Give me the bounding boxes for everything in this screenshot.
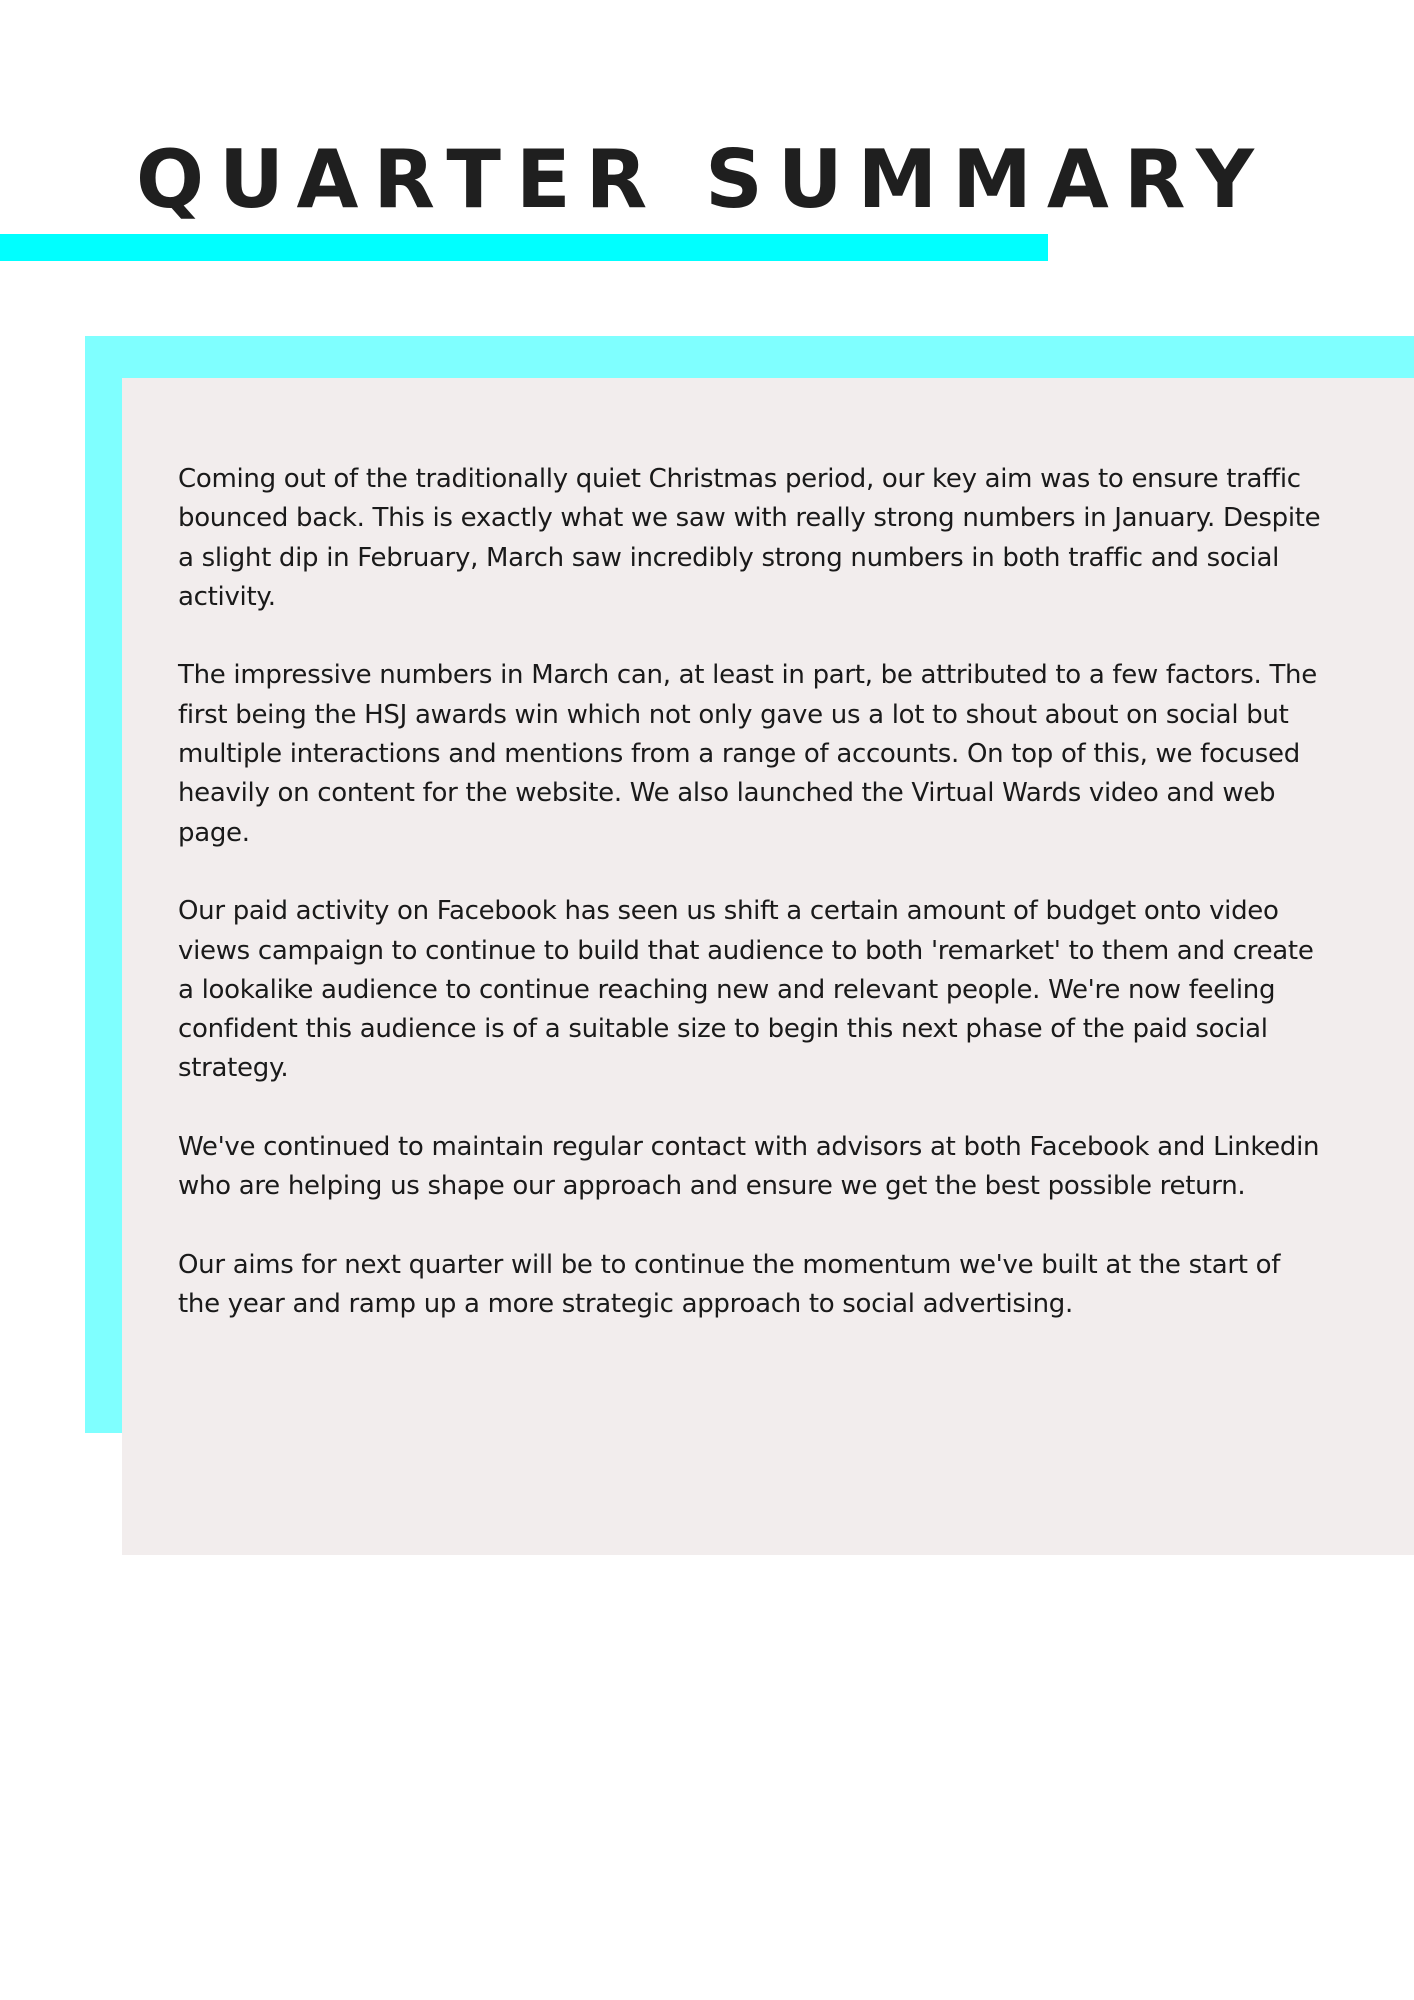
summary-paragraph-3: Our paid activity on Facebook has seen us shift a certain amount of budget onto video views campaign to continue to build that audience to both 'remarket' to them and create a lookalike audience to continue reaching new and relevant people. We're now feeling confident this audience is of a suitable size to begin this next phase of the paid social strategy. [178,896,1314,1084]
summary-paragraph-4: We've continued to maintain regular contact with advisors at both Facebook and Linkedin who are helping us shape our approach and ensure we get the best possible return. [178,1132,1320,1202]
page-title: QUARTER SUMMARY [136,133,1269,226]
summary-paragraph-5: Our aims for next quarter will be to continue the momentum we've built at the start of the year and ramp up a more strategic approach to social advertising. [178,1249,1281,1320]
summary-paragraph-1: Coming out of the traditionally quiet Christmas period, our key aim was to ensure traffic bounced back. This is exactly what we saw with really strong numbers in January. Despite a slight dip in February, March saw incredibly strong numbers in both traffic and social activity. [178,464,1321,612]
summary-paragraph-2: The impressive numbers in March can, at least in part, be attributed to a few factors. The first being the HSJ awards win which not only gave us a lot to shout about on social but multiple interactions and mentions from a range of accounts. On top of this, we focused heavily on content for the website. We also launched the Virtual Wards video and web page. [178,660,1317,848]
title-underline [0,234,1048,261]
summary-body [178,460,1328,1364]
